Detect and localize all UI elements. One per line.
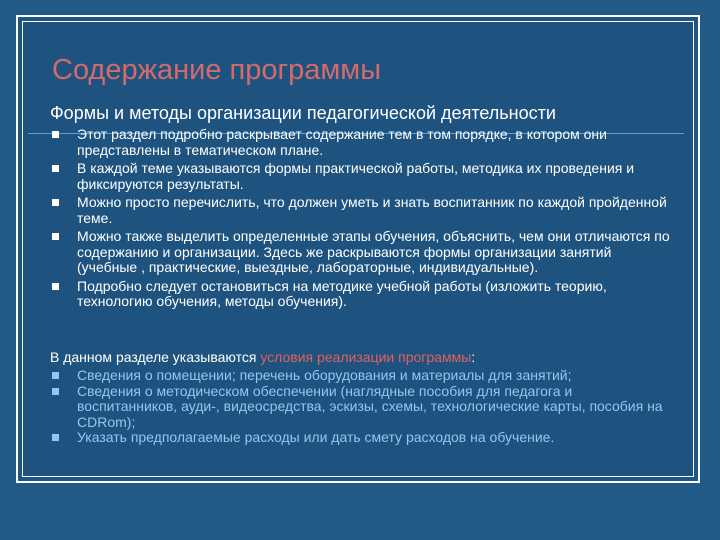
square-bullet-icon	[52, 434, 59, 441]
list-item	[50, 161, 670, 192]
conditions-intro-suffix: :	[471, 349, 476, 365]
list-item	[50, 368, 670, 384]
square-bullet-icon	[52, 233, 59, 240]
list-item-text: Сведения о методическом обеспечении (наглядные пособия для педагога и воспитанников, ауди-, видеосредства, эскизы, схемы, технологические карты, пособия на CDRom);	[77, 382, 663, 430]
list-item-text: В каждой теме указываются формы практической работы, методика их проведения и фиксируются результаты.	[77, 160, 635, 192]
conditions-intro	[50, 349, 475, 365]
list-item-text: Этот раздел подробно раскрывает содержание тем в том порядке, в котором они представлены в тематическом плане.	[77, 126, 607, 158]
conditions-list	[50, 368, 670, 446]
conditions-intro-prefix: В данном разделе указываются	[50, 349, 261, 365]
list-item-text: Сведения о помещении; перечень оборудования и материалы для занятий;	[77, 367, 572, 383]
square-bullet-icon	[52, 283, 59, 290]
list-item-text: Можно также выделить определенные этапы обучения, объяснить, чем они отличаются по содержанию и организации. Здесь же раскрываются формы организации занятий (учебные , практические, выездные, лабораторные, индивидуальные).	[77, 228, 670, 275]
square-bullet-icon	[52, 131, 59, 138]
list-item	[50, 229, 670, 276]
slide-subtitle: Формы и методы организации педагогической деятельности	[50, 103, 556, 123]
list-item	[50, 279, 670, 310]
square-bullet-icon	[52, 388, 59, 395]
square-bullet-icon	[52, 165, 59, 172]
list-item	[50, 430, 670, 446]
list-item-text: Подробно следует остановиться на методике учебной работы (изложить теорию, технологию обучения, методы обучения).	[77, 277, 607, 309]
list-item	[50, 195, 670, 226]
conditions-highlight: условия реализации программы	[260, 349, 472, 365]
list-item-text: Можно просто перечислить, что должен уметь и знать воспитанник по каждой пройденной теме.	[77, 194, 667, 226]
slide-title: Содержание программы	[52, 54, 382, 86]
list-item-text: Указать предполагаемые расходы или дать смету расходов на обучение.	[77, 429, 555, 445]
list-item	[50, 384, 670, 431]
square-bullet-icon	[52, 372, 59, 379]
square-bullet-icon	[52, 199, 59, 206]
list-item	[50, 127, 670, 158]
methods-list	[50, 127, 670, 313]
